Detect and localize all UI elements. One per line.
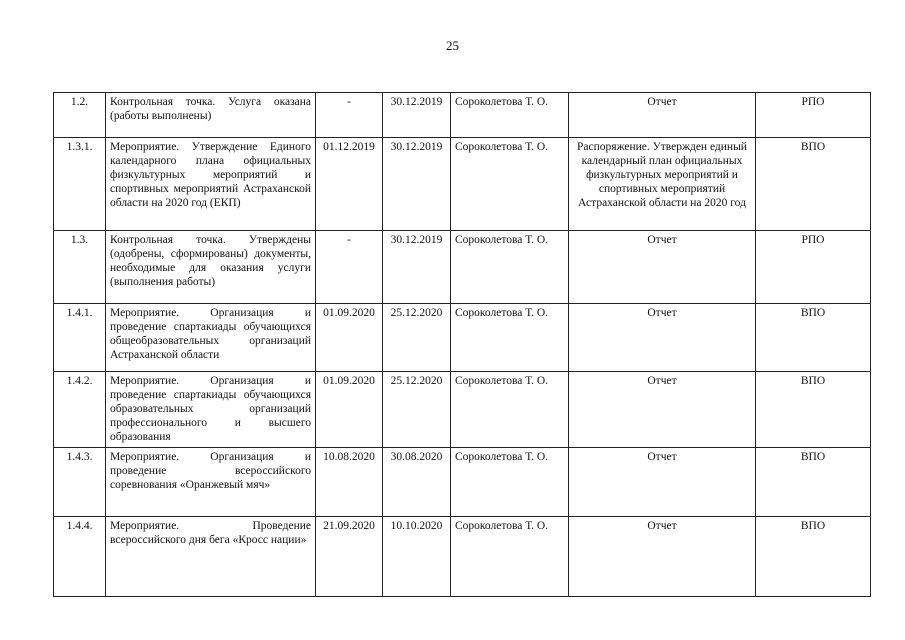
row-number: 1.3.1. <box>54 138 106 231</box>
row-level: РПО <box>756 93 871 138</box>
row-level: ВПО <box>756 138 871 231</box>
row-start-date: - <box>316 231 383 304</box>
row-start-date: - <box>316 93 383 138</box>
row-name: Контрольная точка. Услуга оказана (работы выполнены) <box>106 93 316 138</box>
row-result: Отчет <box>569 93 756 138</box>
row-result: Отчет <box>569 448 756 517</box>
table-row <box>54 517 871 597</box>
plan-table <box>53 92 871 597</box>
row-start-date: 10.08.2020 <box>316 448 383 517</box>
row-result: Отчет <box>569 372 756 448</box>
row-end-date: 30.12.2019 <box>383 231 451 304</box>
row-responsible: Сороколетова Т. О. <box>451 448 569 517</box>
row-start-date: 21.09.2020 <box>316 517 383 597</box>
row-number: 1.4.3. <box>54 448 106 517</box>
row-level: РПО <box>756 231 871 304</box>
row-level: ВПО <box>756 372 871 448</box>
row-level: ВПО <box>756 448 871 517</box>
table-row <box>54 138 871 231</box>
row-level: ВПО <box>756 304 871 372</box>
row-number: 1.2. <box>54 93 106 138</box>
row-responsible: Сороколетова Т. О. <box>451 231 569 304</box>
row-level: ВПО <box>756 517 871 597</box>
row-start-date: 01.12.2019 <box>316 138 383 231</box>
row-number: 1.3. <box>54 231 106 304</box>
row-end-date: 10.10.2020 <box>383 517 451 597</box>
table-row <box>54 448 871 517</box>
row-result: Отчет <box>569 231 756 304</box>
row-name: Мероприятие. Организация и проведение спартакиады обучающихся общеобразовательных организаций Астраханской области <box>106 304 316 372</box>
row-start-date: 01.09.2020 <box>316 304 383 372</box>
table-row <box>54 93 871 138</box>
row-number: 1.4.4. <box>54 517 106 597</box>
row-result: Отчет <box>569 304 756 372</box>
row-responsible: Сороколетова Т. О. <box>451 372 569 448</box>
row-responsible: Сороколетова Т. О. <box>451 517 569 597</box>
row-name: Мероприятие. Проведение всероссийского дня бега «Кросс нации» <box>106 517 316 597</box>
page-number: 25 <box>446 38 459 53</box>
row-end-date: 30.12.2019 <box>383 138 451 231</box>
row-responsible: Сороколетова Т. О. <box>451 138 569 231</box>
row-number: 1.4.1. <box>54 304 106 372</box>
row-number: 1.4.2. <box>54 372 106 448</box>
row-name: Контрольная точка. Утверждены (одобрены, сформированы) документы, необходимые для оказания услуги (выполнения работы) <box>106 231 316 304</box>
row-name: Мероприятие. Утверждение Единого календарного плана официальных физкультурных мероприятий и спортивных мероприятий Астраханской области на 2020 год (ЕКП) <box>106 138 316 231</box>
row-result: Отчет <box>569 517 756 597</box>
row-responsible: Сороколетова Т. О. <box>451 93 569 138</box>
row-name: Мероприятие. Организация и проведение спартакиады обучающихся образовательных организаций профессионального и высшего образования <box>106 372 316 448</box>
row-result: Распоряжение. Утвержден единый календарный план официальных физкультурных мероприятий и спортивных мероприятий Астраханской области на 2020 год <box>569 138 756 231</box>
row-name: Мероприятие. Организация и проведение всероссийского соревнования «Оранжевый мяч» <box>106 448 316 517</box>
row-responsible: Сороколетова Т. О. <box>451 304 569 372</box>
row-end-date: 30.12.2019 <box>383 93 451 138</box>
row-end-date: 25.12.2020 <box>383 304 451 372</box>
row-end-date: 30.08.2020 <box>383 448 451 517</box>
table-row <box>54 304 871 372</box>
table-row <box>54 372 871 448</box>
row-end-date: 25.12.2020 <box>383 372 451 448</box>
table-row <box>54 231 871 304</box>
row-start-date: 01.09.2020 <box>316 372 383 448</box>
